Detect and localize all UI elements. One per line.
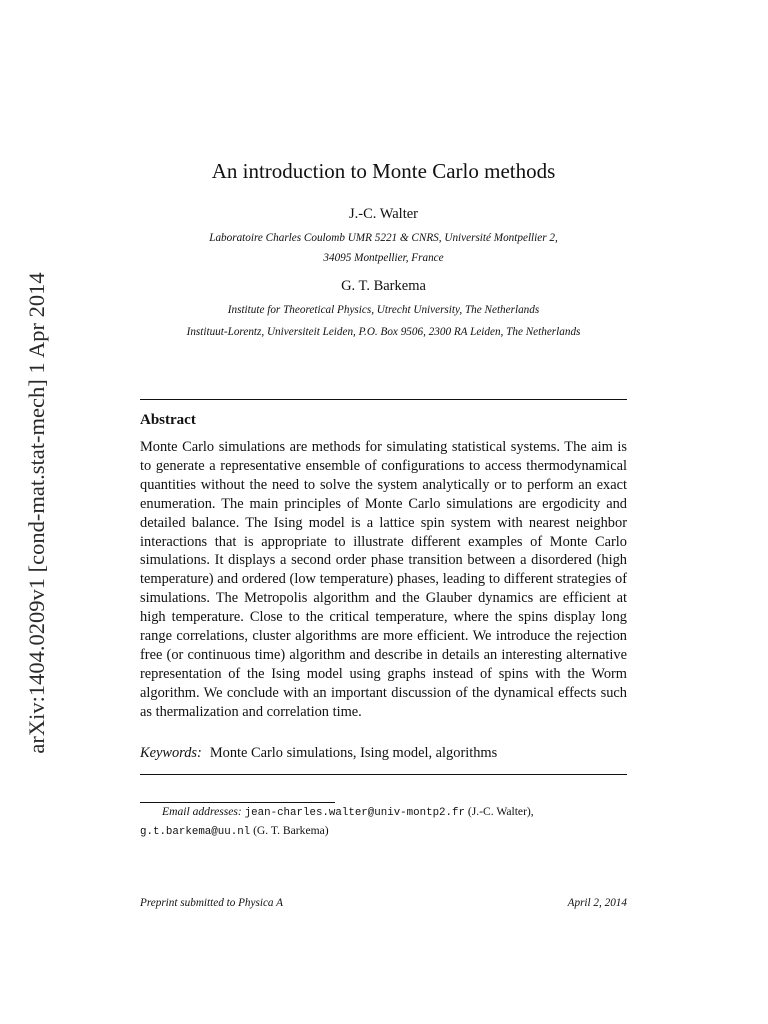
- abstract-text: Monte Carlo simulations are methods for simulating statistical systems. The aim is to generate a representative ensemble of configurations to access thermodynamical quantities without the need to solve the system analytically or to perform an exact enumeration. The main principles of Monte Carlo simulations are ergodicity and detailed balance. The Ising model is a lattice spin system with nearest neighbor interactions that is appropriate to illustrate different examples of Monte Carlo simulations. It displays a second order phase transition between a disordered (high temperature) and ordered (low temperature) phases, leading to different strategies of simulations. The Metropolis algorithm and the Glauber dynamics are efficient at high temperature. Close to the critical temperature, where the spins display long range correlations, cluster algorithms are more efficient. We introduce the rejection free (or continuous time) algorithm and describe in details an interesting alternative representation of the Ising model using graphs instead of spins with the Worm algorithm. We conclude with an important discussion of the dynamical effects such as thermalization and correlation time.: [140, 439, 627, 720]
- preprint-date: April 2, 2014: [567, 897, 627, 909]
- abstract-top-rule: [140, 399, 627, 400]
- author-name: J.-C. Walter: [348, 206, 419, 222]
- arxiv-identifier: arXiv:1404.0209v1 [cond-mat.stat-mech] 1 Apr 2014: [24, 272, 49, 754]
- author-name: G. T. Barkema: [341, 278, 426, 294]
- email-owner: (G. T. Barkema): [253, 824, 329, 837]
- author-affiliation: Institute for Theoretical Physics, Utrecht University, The Netherlands: [227, 304, 540, 316]
- preprint-note: Preprint submitted to Physica A: [140, 897, 283, 909]
- keywords-label: Keywords:: [140, 745, 202, 761]
- paper-title: An introduction to Monte Carlo methods: [211, 159, 556, 183]
- abstract-bottom-rule: [140, 774, 627, 775]
- email-owner: (J.-C. Walter),: [467, 805, 534, 818]
- footnote: [140, 803, 627, 841]
- arxiv-side-stamp: [16, 228, 58, 798]
- author-affiliation: Laboratoire Charles Coulomb UMR 5221 & CNRS, Université Montpellier 2,: [209, 232, 558, 244]
- email-link[interactable]: g.t.barkema@uu.nl: [140, 826, 251, 838]
- abstract-heading: Abstract: [140, 412, 196, 428]
- keywords-value: Monte Carlo simulations, Ising model, algorithms: [209, 745, 498, 761]
- author-affiliation: Instituut-Lorentz, Universiteit Leiden, P.O. Box 9506, 2300 RA Leiden, The Netherlands: [186, 326, 581, 338]
- author-affiliation: 34095 Montpellier, France: [323, 252, 444, 264]
- email-label: Email addresses:: [162, 805, 242, 818]
- email-link[interactable]: jean-charles.walter@univ-montp2.fr: [244, 807, 465, 819]
- keywords: [140, 744, 627, 762]
